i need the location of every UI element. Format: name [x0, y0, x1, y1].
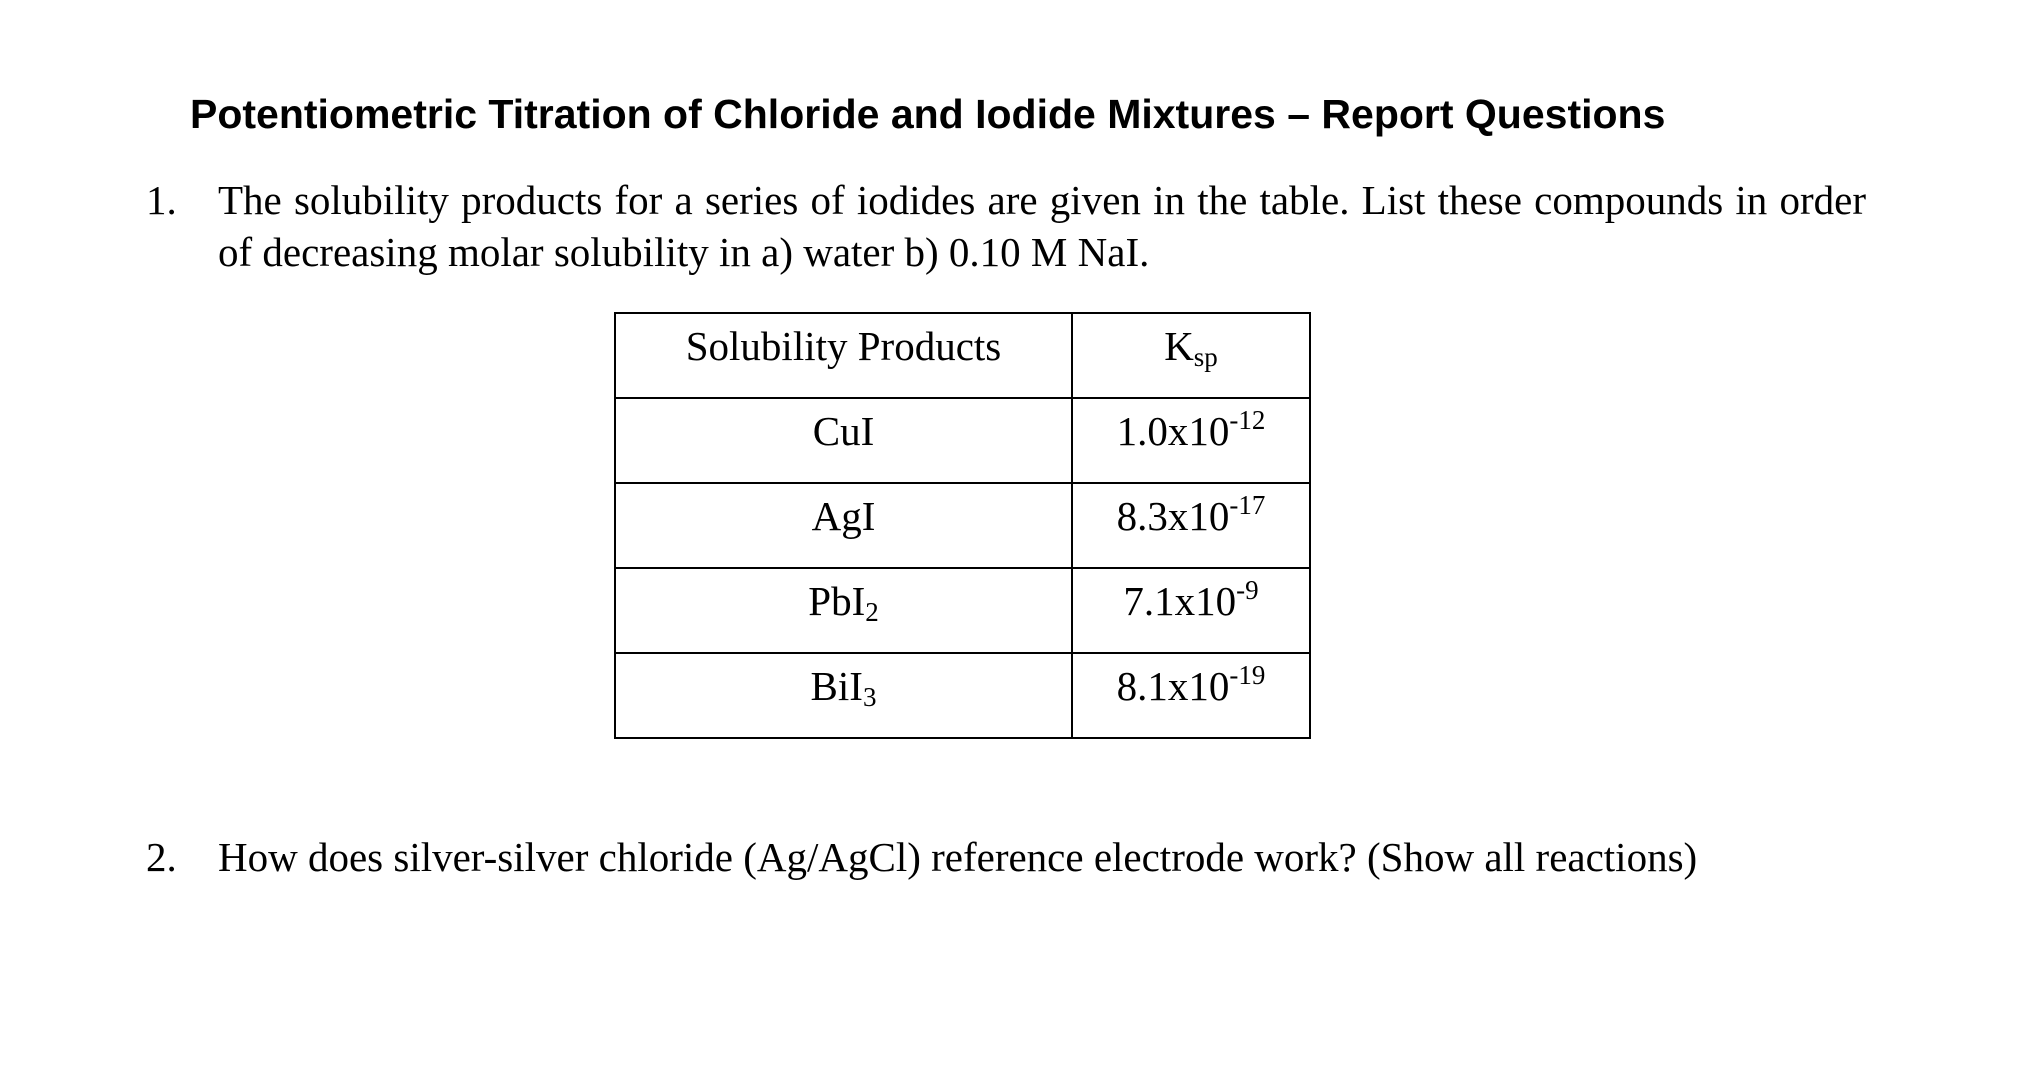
table-row: [615, 483, 1310, 568]
header-ksp-label: [1073, 314, 1309, 372]
header-compound-label: Solubility Products: [685, 323, 1002, 369]
ksp-symbol: K: [1164, 323, 1194, 369]
ksp-mantissa: 8.3x10: [1116, 493, 1230, 539]
table-row: [615, 653, 1310, 738]
question-1: [146, 174, 1866, 278]
question-number: 1.: [146, 177, 177, 223]
header-ksp: [1072, 313, 1310, 398]
ksp-cell: [1072, 398, 1310, 483]
ksp-cell: [1072, 653, 1310, 738]
question-text: How does silver-silver chloride (Ag/AgCl) reference electrode work? (Show all reactions): [218, 834, 1698, 880]
question-text: The solubility products for a series of iodides are given in the table. List these compounds in order of decreasing molar solubility in a) water b) 0.10 M NaI.: [218, 177, 1866, 275]
document-title: Potentiometric Titration of Chloride and Iodide Mixtures – Report Questions: [190, 91, 1666, 137]
compound-cell: [615, 568, 1072, 653]
compound-subscript: 3: [862, 682, 877, 712]
ksp-exponent: -12: [1229, 405, 1266, 435]
ksp-exponent: -17: [1229, 490, 1266, 520]
table-row: [615, 568, 1310, 653]
compound-cell: [615, 398, 1072, 483]
table-row: [615, 398, 1310, 483]
compound-subscript: 2: [865, 597, 879, 627]
solubility-table: [614, 312, 1311, 739]
header-compound: [615, 313, 1072, 398]
question-number: 2.: [146, 834, 177, 880]
ksp-cell: [1072, 483, 1310, 568]
ksp-cell: [1072, 568, 1310, 653]
ksp-exponent: -19: [1229, 660, 1266, 690]
table-header-row: [615, 313, 1310, 398]
ksp-mantissa: 8.1x10: [1116, 663, 1230, 709]
ksp-mantissa: 7.1x10: [1123, 578, 1237, 624]
compound-formula: BiI: [810, 663, 863, 709]
ksp-mantissa: 1.0x10: [1116, 408, 1230, 454]
compound-cell: [615, 483, 1072, 568]
ksp-exponent: -9: [1236, 575, 1259, 605]
compound-formula: PbI: [808, 578, 866, 624]
compound-cell: [615, 653, 1072, 738]
compound-formula: AgI: [811, 493, 876, 539]
ksp-subscript: sp: [1193, 342, 1218, 372]
question-2: [146, 831, 1866, 883]
compound-formula: CuI: [812, 408, 875, 454]
